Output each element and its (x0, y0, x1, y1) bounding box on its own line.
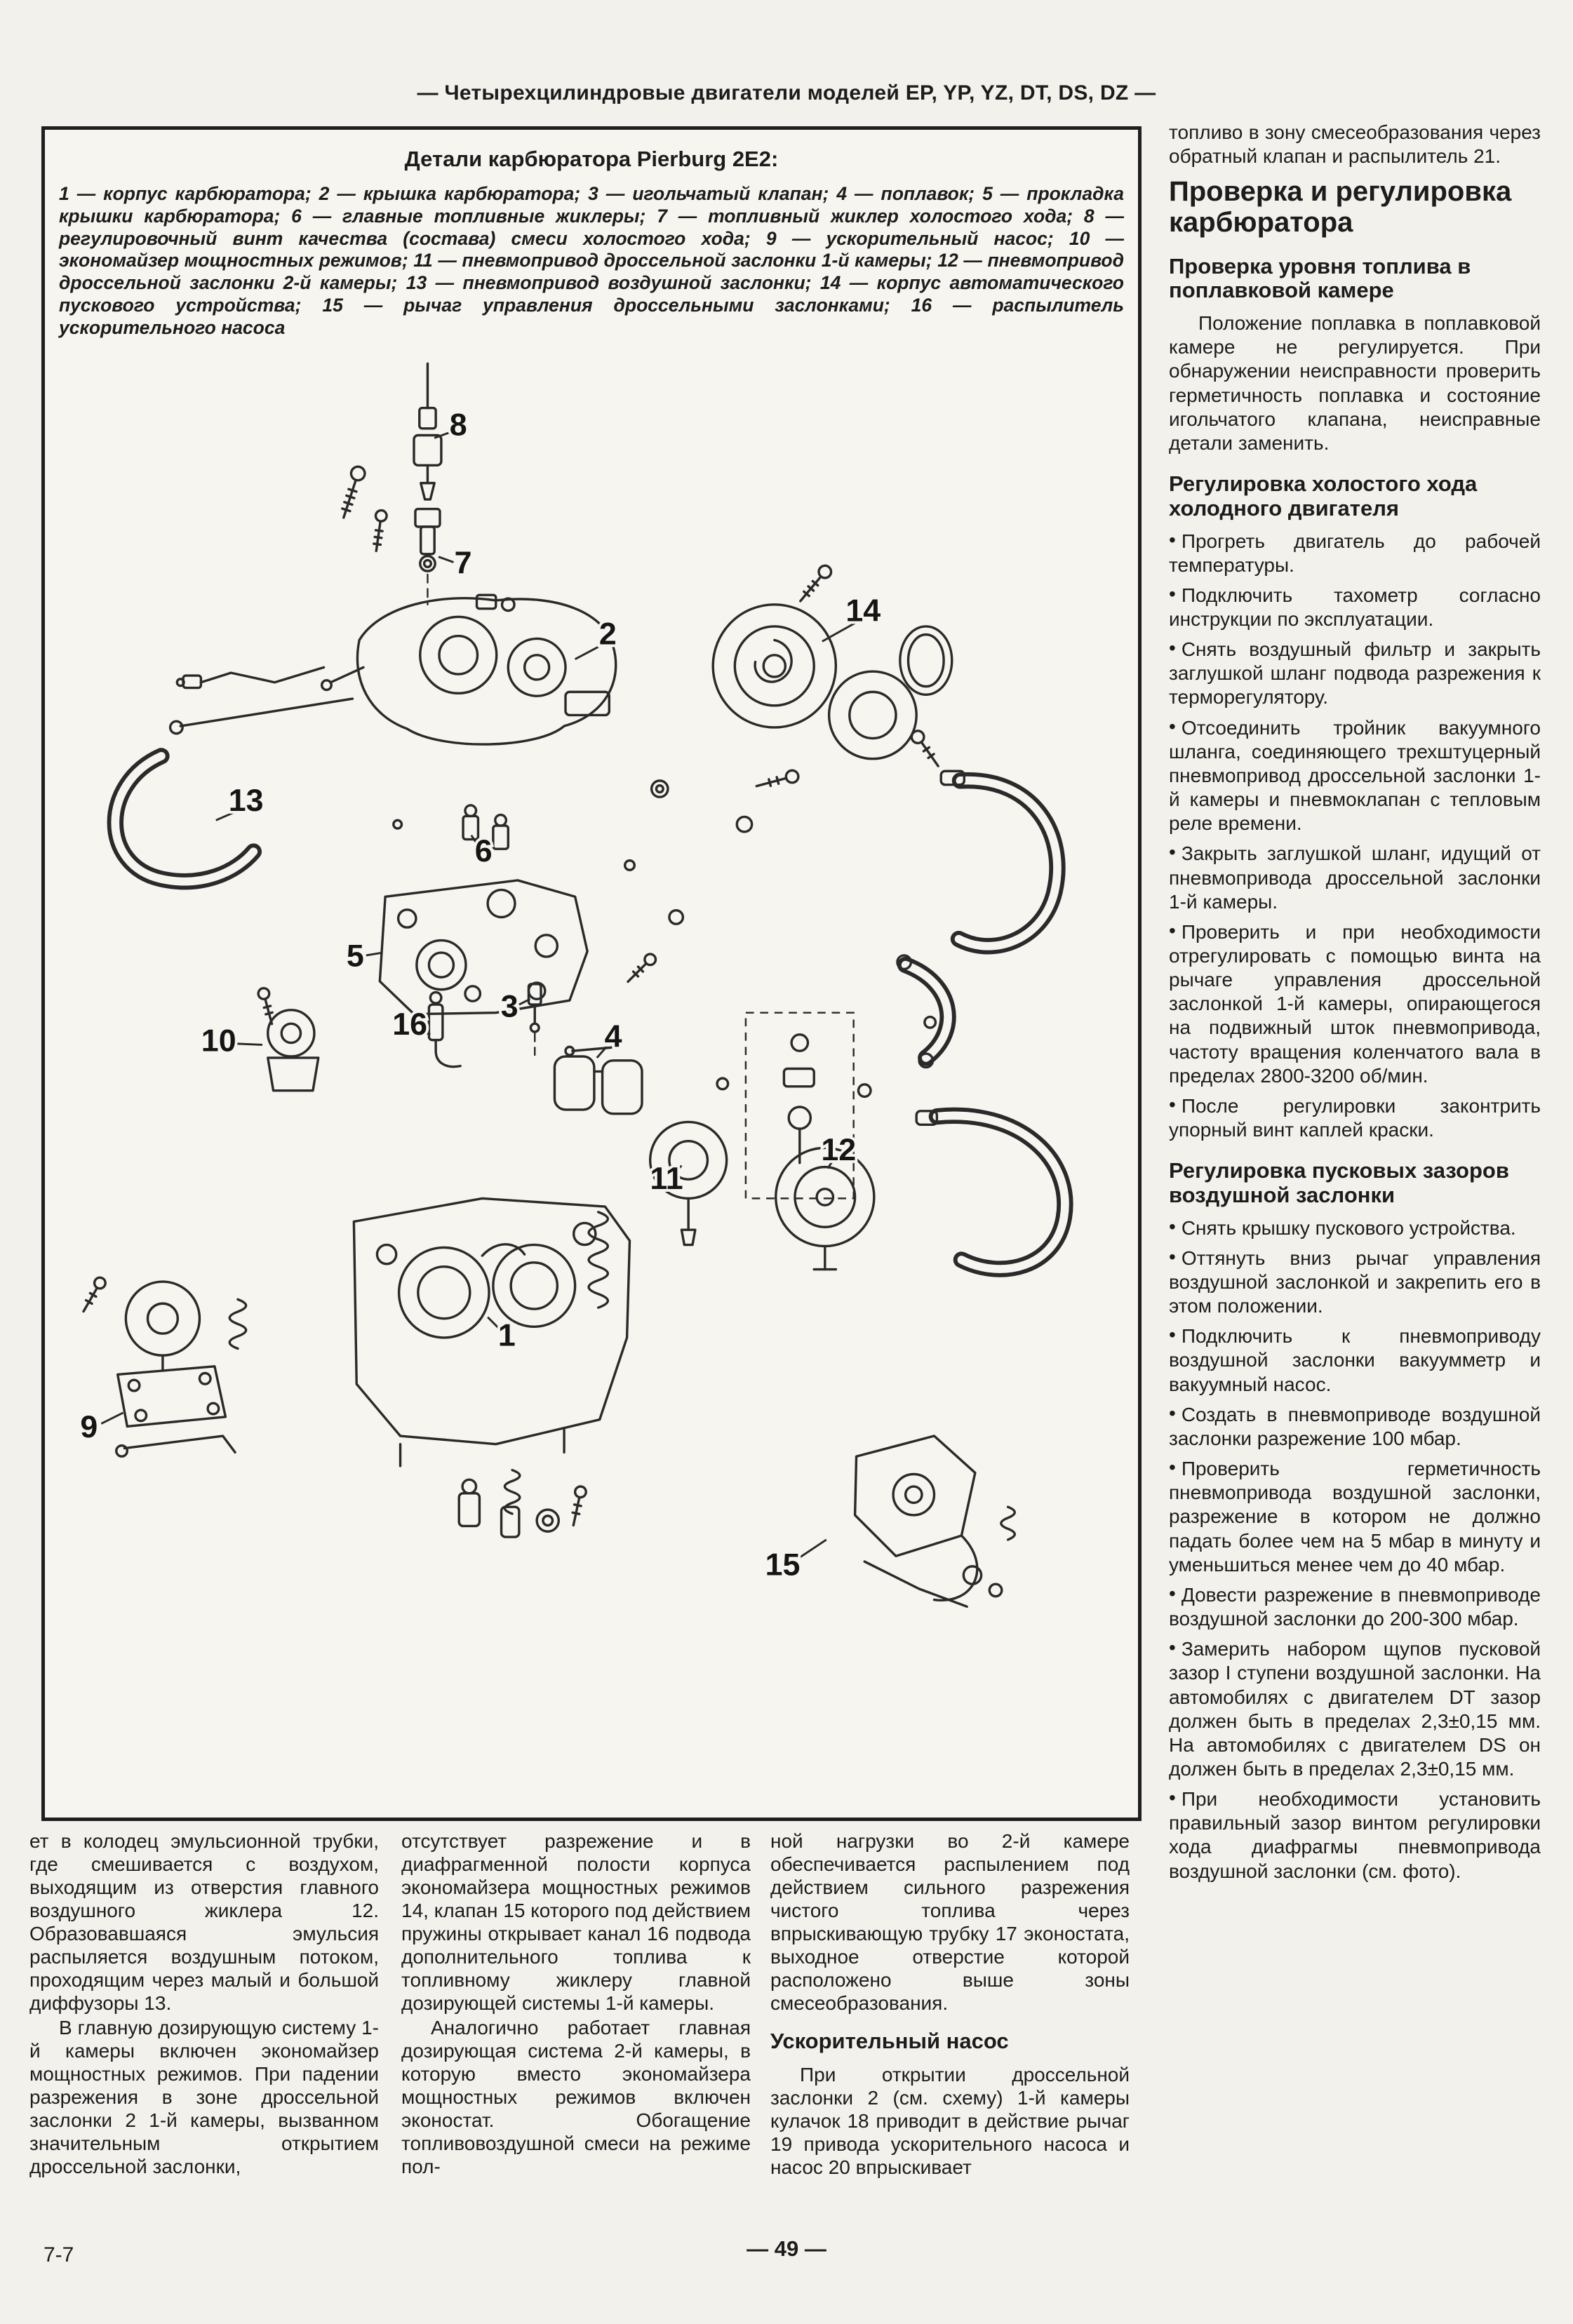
footer-section-code: 7-7 (43, 2243, 74, 2266)
bullet-item: • Довести разрежение в пневмоприводе воздушной заслонки до 200-300 мбар. (1169, 1582, 1541, 1630)
part-number-label: 4 (604, 1019, 622, 1054)
throttle-lever-art (855, 1436, 1002, 1606)
small-parts-art (459, 1479, 558, 1537)
spring-art (229, 1211, 1015, 1539)
callout-leader (575, 647, 598, 659)
bullet-icon: • (1169, 528, 1176, 551)
paragraph: ной нагрузки во 2-й камере обеспечивается распылением под действием сильного разрежения чистого топлива через впрыскивающую трубку 17 эконостата, выходное отверстие которой расположено выше зоны смесеобразования. (770, 1830, 1130, 2015)
choke-housing-art (713, 604, 952, 758)
carburetor-figure (41, 126, 1142, 1821)
screw-icon (755, 769, 800, 792)
bullet-item: • Подключить к пневмоприводу воздушной заслонки вакуумметр и вакуумный насос. (1169, 1324, 1541, 1395)
bullet-icon: • (1169, 715, 1176, 737)
part-number-label: 11 (650, 1160, 683, 1196)
part-number-label: 2 (598, 615, 617, 651)
part-number-label: 10 (201, 1022, 236, 1058)
carburetor-cover-art (322, 595, 616, 744)
bullet-icon: • (1169, 1324, 1176, 1346)
part-number-label: 5 (346, 938, 364, 974)
part-number-label: 7 (454, 544, 472, 580)
paragraph: отсутствует разрежение и в диафрагменной полости корпуса экономайзера мощностных режимов 14, клапан 15 которого под действием пружины открывает канал 16 подвода дополнительного топлива к топливному жиклеру главной дозирующей системы 1-й камеры. (401, 1830, 751, 2015)
main-heading: Проверка и регулировка карбюратора (1169, 176, 1512, 238)
vacuum-hose-art (115, 755, 253, 881)
bottom-column-3 (770, 1829, 1130, 2180)
section-heading: Регулировка холостого хода холодного двигателя (1169, 471, 1478, 520)
part-number-label: 16 (392, 1006, 428, 1042)
part-number-label: 8 (449, 407, 467, 443)
screw-icon (796, 563, 834, 605)
bullet-item: • Отсоединить тройник вакуумного шланга, соединяющего трехштуцерный пневмопривод дроссельной заслонки 1-й камеры и пневмоклапан с тепловым реле времени. (1169, 715, 1541, 835)
callout-leader (439, 556, 453, 562)
bullet-item: • Замерить набором щупов пусковой зазор I ступени воздушной заслонки. На автомобилях с двигателем DT зазор должен быть в пределах 2,3±0,15 мм. На автомобилях с двигателем DS он должен быть в пределах 2,3±0,15 мм. (1169, 1637, 1541, 1780)
right-column (1169, 121, 1541, 1890)
screw-icon (909, 728, 943, 770)
bullet-item: • При необходимости установить правильный зазор винтом регулировки хода диафрагмы пневмопривода воздушной заслонки (см. фото). (1169, 1787, 1541, 1882)
carburetor-body-art (354, 1198, 629, 1465)
subsection-heading: Ускорительный насос (770, 2029, 1009, 2054)
gasket-art (380, 880, 587, 1014)
bullet-icon: • (1169, 1637, 1176, 1659)
part-number-label: 3 (500, 988, 518, 1024)
bullet-item: • Оттянуть вниз рычаг управления воздушной заслонкой и закрепить его в этом положении. (1169, 1245, 1541, 1317)
callout-leader (798, 1540, 826, 1559)
callout-leader (366, 953, 382, 955)
part-number-label: 6 (474, 833, 493, 868)
figure-caption: 1 — корпус карбюратора; 2 — крышка карбюратора; 3 — игольчатый клапан; 4 — поплавок; 5 — прокладка крышки карбюратора; 6 — главные топливные жиклеры; 7 — топливный жиклер холостого хода; 8 — регулировочный винт качества (состава) смеси холостого хода; 9 — ускорительный насос; 10 — экономайзер мощностных режимов; 11 — пневмопривод дроссельной заслонки 1-й камеры; 12 — пневмопривод дроссельной заслонки 2-й камеры; 13 — пневмопривод воздушной заслонки; 14 — корпус автоматического пускового устройства; 15 — рычаг управления дроссельными заслонками; 16 — распылитель ускорительного насоса (59, 183, 1124, 338)
screw-icon (371, 509, 388, 551)
bullet-icon: • (1169, 637, 1176, 659)
bullet-icon: • (1169, 582, 1176, 605)
part-number-label: 13 (228, 782, 264, 818)
bullet-item: • Создать в пневмоприводе воздушной заслонки разрежение 100 мбар. (1169, 1402, 1541, 1449)
bullet-icon: • (1169, 1093, 1176, 1115)
part-number-label: 15 (765, 1547, 801, 1583)
bullet-icon: • (1169, 1245, 1176, 1268)
idle-jet-art (415, 509, 440, 604)
vacuum-hose-art (941, 771, 1057, 946)
carburetor-exploded-diagram (59, 347, 1124, 1651)
screw-icon (337, 464, 367, 519)
callout-leader (101, 1413, 123, 1424)
bullet-item: • Подключить тахометр согласно инструкции по эксплуатации. (1169, 582, 1541, 630)
paragraph: Аналогично работает главная дозирующая система 2-й камеры, в которую вместо экономайзера мощностных режимов включен эконостат. Обогащение топливовоздушной смеси на режиме пол- (401, 2017, 751, 2178)
screw-icon (624, 951, 658, 985)
idle-screw-art (414, 363, 441, 499)
accelerator-pump-art (116, 1282, 235, 1456)
part-number-label: 1 (497, 1317, 516, 1353)
footer-page-number: — 49 — (747, 2236, 826, 2261)
part-number-label: 9 (80, 1409, 98, 1444)
economizer-art (268, 1009, 319, 1090)
paragraph: При открытии дроссельной заслонки 2 (см. схему) 1-й камеры кулачок 18 приводит в действие рычаг 19 привода ускорительного насоса и насос 20 впрыскивает (770, 2063, 1130, 2178)
section-heading: Проверка уровня топлива в поплавковой камере (1169, 253, 1471, 303)
right-column-sections (1169, 255, 1541, 1883)
part-number-label: 12 (821, 1131, 857, 1167)
spray-tube-art (429, 992, 460, 1066)
bullet-icon: • (1169, 1582, 1176, 1604)
wire-art (177, 667, 323, 687)
bullet-icon: • (1169, 1215, 1176, 1237)
paragraph: ет в колодец эмульсионной трубки, где смешивается с воздухом, выходящим из отверстия главного воздушного жиклера 12. Образовавшаяся эмульсия распыляется воздушным потоком, проходящим через малый и большой диффузоры 13. (29, 1830, 379, 2015)
vacuum-hose-art (916, 1110, 1065, 1268)
paragraph: Положение поплавка в поплавковой камере не регулируется. При обнаружении неисправности проверить герметичность поплавка и состояние игольчатого клапана, неисправные детали заменить. (1169, 312, 1541, 454)
vacuum-hose-art (897, 955, 948, 1068)
bullet-icon: • (1169, 1456, 1176, 1479)
paragraph: В главную дозирующую систему 1-й камеры включен экономайзер мощностных режимов. При падении разрежения в зоне дроссельной заслонки 2 1-й камеры, вызванном значительным открытием дроссельной заслонки, (29, 2017, 379, 2178)
bullet-item: • Проверить герметичность пневмопривода воздушной заслонки, разрежение в котором не должно падать более чем на 5 мбар в минуту и уменьшиться менее чем до 40 мбар. (1169, 1456, 1541, 1576)
figure-title: Детали карбюратора Pierburg 2E2: (404, 147, 779, 171)
section-heading: Регулировка пусковых зазоров воздушной заслонки (1169, 1158, 1509, 1207)
bottom-column-2 (401, 1829, 751, 2179)
continuation-paragraph: топливо в зону смесеобразования через обратный клапан и распылитель 21. (1169, 121, 1541, 168)
bullet-icon: • (1169, 841, 1176, 864)
screw-icon (568, 1485, 587, 1526)
bullet-item: • Снять крышку пускового устройства. (1169, 1215, 1516, 1239)
bullet-item: • Прогреть двигатель до рабочей температуры. (1169, 528, 1541, 576)
bullet-icon: • (1169, 1402, 1176, 1424)
screw-icon (257, 987, 277, 1026)
bullet-icon: • (1169, 1787, 1176, 1809)
part-number-label: 14 (845, 592, 881, 628)
bullet-item: • Закрыть заглушкой шланг, идущий от пневмопривода дроссельной заслонки 1-й камеры. (1169, 841, 1541, 913)
bullet-item: • Снять воздушный фильтр и закрыть заглушкой шланг подвода разрежения к терморегулятору. (1169, 637, 1541, 708)
bullet-item: • Проверить и при необходимости отрегулировать с помощью винта на рычаге управления дроссельной заслонкой 1-й камеры, опирающегося на подвижный шток пневмопривода, частоту вращения коленчатого вала в пределах 2800-3200 об/мин. (1169, 919, 1541, 1087)
bullet-item: • После регулировки законтрить упорный винт каплей краски. (1169, 1093, 1541, 1141)
bullet-icon: • (1169, 919, 1176, 941)
screw-icon (79, 1275, 107, 1314)
rod-art (170, 699, 353, 734)
page-header: — Четырехцилиндровые двигатели моделей EP, YP, YZ, DT, DS, DZ — (417, 81, 1156, 105)
bottom-column-1 (29, 1829, 379, 2179)
